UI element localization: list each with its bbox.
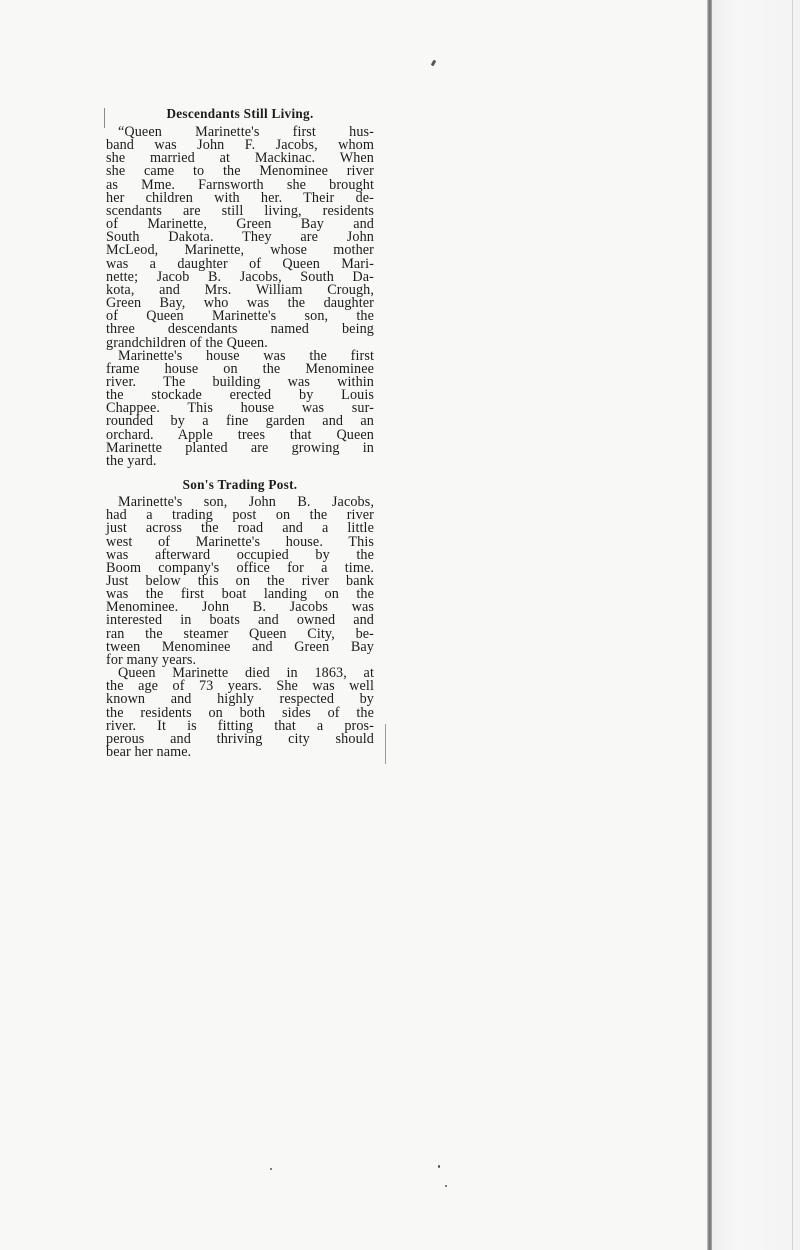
text-line: scendants are still living, residents [106, 202, 374, 219]
clipping-border-mark [385, 724, 386, 764]
text-line: nette; Jacob B. Jacobs, South Da- [106, 268, 374, 285]
paragraph [106, 496, 374, 667]
text-line: had a trading post on the river [106, 507, 374, 524]
section-heading: Son's Trading Post. [182, 477, 298, 493]
text-line: her children with her. Their de- [106, 189, 374, 206]
text-line: river. It is fitting that a pros- [106, 717, 374, 734]
text-line: Marinette's son, John B. Jacobs, [118, 494, 374, 511]
text-line: three descendants named being [106, 321, 374, 338]
page-edge-line [792, 0, 793, 1250]
text-line: Just below this on the river bank [106, 573, 374, 589]
text-line: west of Marinette's house. This [106, 533, 374, 550]
text-line: the yard. [106, 452, 157, 469]
page-edge-margin [712, 0, 800, 1250]
text-line: ran the steamer Queen City, be- [106, 625, 374, 642]
text-line: known and highly respected by [106, 691, 374, 708]
text-line: tween Menominee and Green Bay [106, 638, 374, 655]
text-line: Green Bay, who was the daughter [106, 295, 374, 312]
clipping-border-mark [104, 108, 105, 128]
text-line: perous and thriving city should [106, 730, 374, 747]
ink-speck [438, 1165, 440, 1168]
text-line: was a daughter of Queen Mari- [106, 255, 374, 272]
text-line: South Dakota. They are John [106, 229, 374, 246]
paragraph [106, 126, 374, 350]
text-line: McLeod, Marinette, whose mother [106, 242, 374, 259]
paragraph [106, 347, 374, 469]
text-line: the age of 73 years. She was well [106, 678, 374, 695]
text-line: Queen Marinette died in 1863, at [118, 665, 374, 682]
text-line: “Queen Marinette's first hus- [118, 124, 374, 140]
text-line: just across the road and a little [106, 520, 374, 537]
text-line: kota, and Mrs. William Crough, [106, 281, 374, 298]
text-line: band was John F. Jacobs, whom [106, 137, 374, 154]
text-line: she married at Mackinac. When [106, 150, 374, 167]
text-line: Chappee. This house was sur- [106, 400, 374, 417]
text-line: Marinette's house was the first [118, 347, 374, 364]
text-line: grandchildren of the Queen. [106, 334, 268, 351]
text-line: she came to the Menominee river [106, 163, 374, 180]
text-line: as Mme. Farnsworth she brought [106, 176, 374, 193]
text-line: was afterward occupied by the [106, 546, 374, 563]
text-line: river. The building was within [106, 373, 374, 390]
text-line: Marinette planted are growing in [106, 439, 374, 456]
ink-speck [270, 1168, 272, 1170]
text-line: of Queen Marinette's son, the [106, 308, 374, 325]
text-line: bear her name. [106, 744, 192, 761]
newspaper-clipping [106, 106, 374, 759]
ink-speck [431, 60, 437, 67]
text-line: for many years. [106, 651, 197, 668]
section-heading: Descendants Still Living. [166, 106, 314, 121]
text-line: rounded by a fine garden and an [106, 413, 374, 430]
text-line: the residents on both sides of the [106, 704, 374, 721]
text-line: of Marinette, Green Bay and [106, 216, 374, 233]
text-line: the stockade erected by Louis [106, 387, 374, 404]
ink-speck [445, 1185, 447, 1187]
text-line: was the first boat landing on the [106, 586, 374, 603]
text-line: Boom company's office for a time. [106, 559, 374, 576]
text-line: orchard. Apple trees that Queen [106, 426, 374, 443]
text-line: Menominee. John B. Jacobs was [106, 599, 374, 616]
paragraph [106, 667, 374, 759]
text-line: frame house on the Menominee [106, 360, 374, 377]
text-line: interested in boats and owned and [106, 612, 374, 629]
